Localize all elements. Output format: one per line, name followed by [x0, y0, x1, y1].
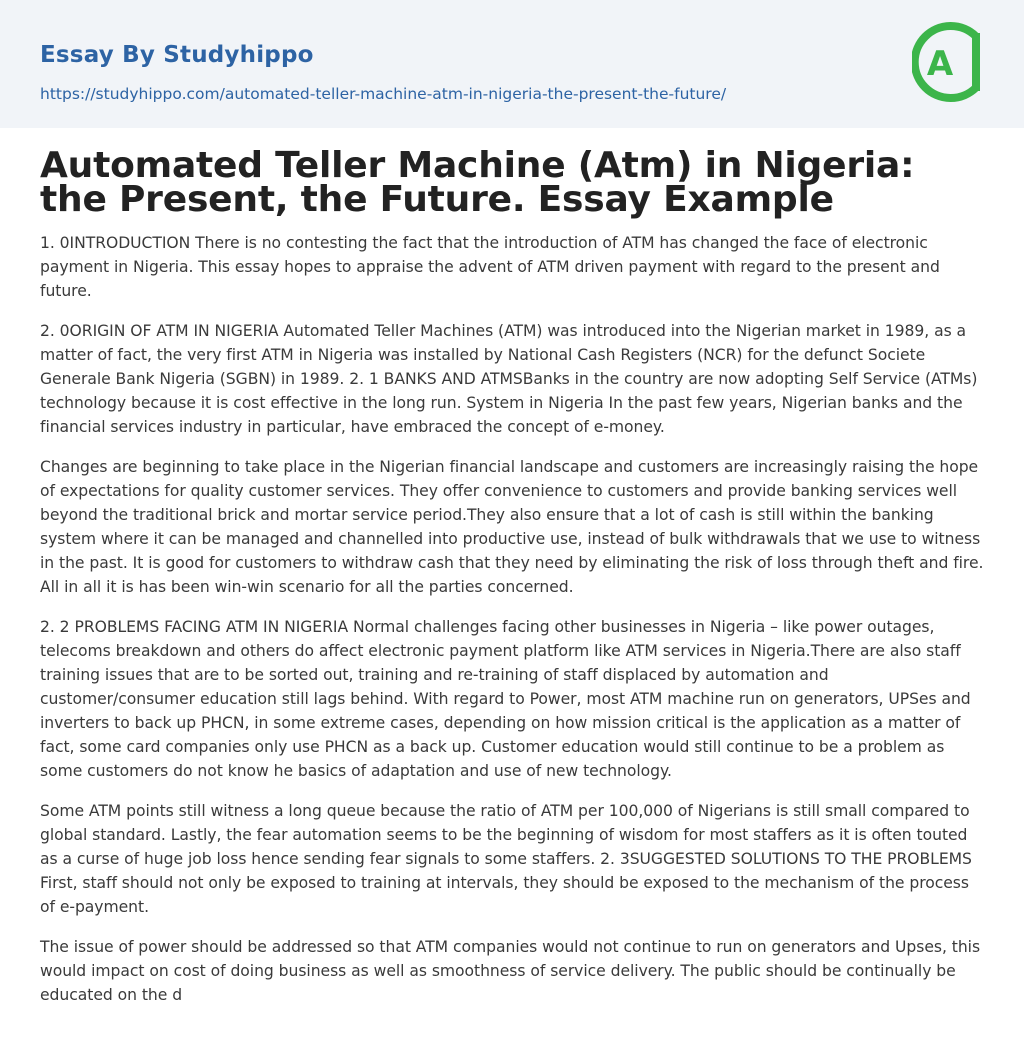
- essay-paragraph-3: Changes are beginning to take place in the Nigerian financial landscape and customers are increasingly raising the hope of expectations for quality customer services. They offer convenience to customers and provide banking services well beyond the traditional brick and mortar service period.They also ensure that a lot of cash is still within the banking system where it can be managed and channelled into productive use, instead of bulk withdrawals that we use to witness in the past. It is good for customers to withdraw cash that they need by eliminating the risk of loss through theft and fire. All in all it is has been win-win scenario for all the parties concerned.: [40, 458, 984, 596]
- essay-paragraph-5: Some ATM points still witness a long queue because the ratio of ATM per 100,000 of Nigerians is still small compared to global standard. Lastly, the fear automation seems to be the beginning of wisdom for most staffers as it is often touted as a curse of huge job loss hence sending fear signals to some staffers. 2. 3SUGGESTED SOLUTIONS TO THE PROBLEMS First, staff should not only be exposed to training at intervals, they should be exposed to the mechanism of the process of e-payment.: [40, 802, 972, 916]
- essay-paragraph-6: The issue of power should be addressed so that ATM companies would not continue to run on generators and Upses, this would impact on cost of doing business as well as smoothness of service delivery. The public should be continually be educated on the d: [40, 938, 981, 1004]
- logo-letter: A: [926, 44, 954, 84]
- source-url-link[interactable]: https://studyhippo.com/automated-teller-machine-atm-in-nigeria-the-present-the-future/: [40, 85, 727, 103]
- site-header: [0, 0, 1024, 128]
- essay-paragraph-1: 1. 0INTRODUCTION There is no contesting the fact that the introduction of ATM has changed the face of electronic payment in Nigeria. This essay hopes to appraise the advent of ATM driven payment with regard to the present and future.: [40, 234, 940, 300]
- studyhippo-logo-icon[interactable]: [912, 18, 988, 106]
- essay-content: [0, 145, 1024, 1007]
- essay-paragraph-4: 2. 2 PROBLEMS FACING ATM IN NIGERIA Normal challenges facing other businesses in Nigeria – like power outages, telecoms breakdown and others do affect electronic payment platform like ATM services in Nigeria.There are also staff training issues that are to be sorted out, training and re-training of staff displaced by automation and customer/consumer education still lags behind. With regard to Power, most ATM machine run on generators, UPSes and inverters to back up PHCN, in some extreme cases, depending on how mission critical is the application as a matter of fact, some card companies only use PHCN as a back up. Customer education would still continue to be a problem as some customers do not know he basics of adaptation and use of new technology.: [40, 618, 971, 780]
- brand-name[interactable]: Essay By Studyhippo: [40, 42, 314, 68]
- essay-title: Automated Teller Machine (Atm) in Nigeria: the Present, the Future. Essay Example: [40, 145, 915, 220]
- essay-paragraph-2: 2. 0ORIGIN OF ATM IN NIGERIA Automated Teller Machines (ATM) was introduced into the Nigerian market in 1989, as a matter of fact, the very first ATM in Nigeria was installed by National Cash Registers (NCR) for the defunct Societe Generale Bank Nigeria (SGBN) in 1989. 2. 1 BANKS AND ATMSBanks in the country are now adopting Self Service (ATMs) technology because it is cost effective in the long run. System in Nigeria In the past few years, Nigerian banks and the financial services industry in particular, have embraced the concept of e-money.: [40, 322, 978, 436]
